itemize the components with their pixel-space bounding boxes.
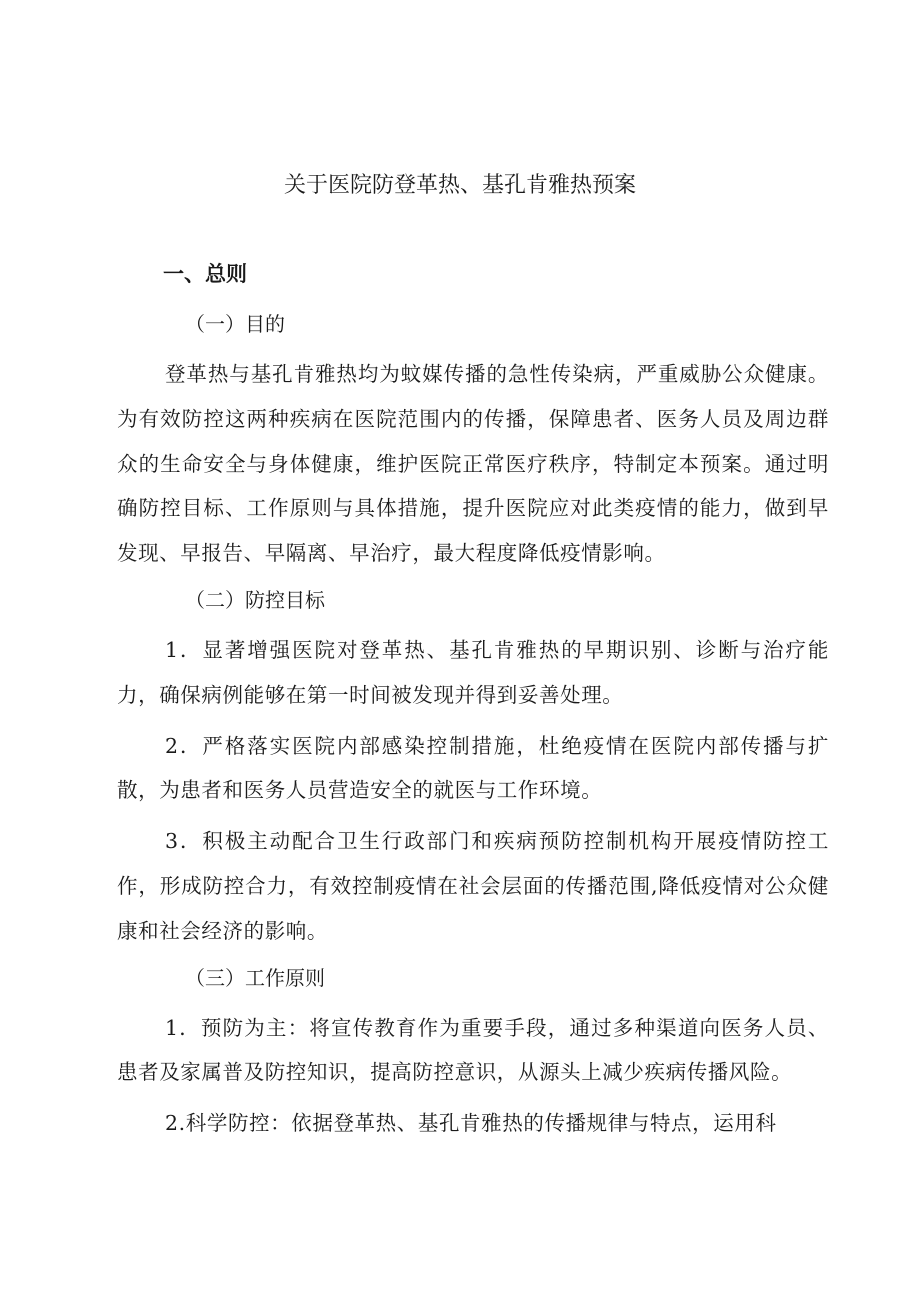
purpose-paragraph: 登革热与基孔肯雅热均为蚊媒传播的急性传染病，严重威胁公众健康。为有效防控这两种疾病在医院范围内的传播，保障患者、医务人员及周边群众的生命安全与身体健康，维护医院正常医疗秩序，特制定本预案。通过明确防控目标、工作原则与具体措施，提升医院应对此类疫情的能力，做到早发现、早报告、早隔离、早治疗，最大程度降低疫情影响。 [117, 362, 829, 566]
document-body [117, 254, 829, 1152]
goal-item-3: 3．积极主动配合卫生行政部门和疾病预防控制机构开展疫情防控工作，形成防控合力，有效控制疫情在社会层面的传播范围,降低疫情对公众健康和社会经济的影响。 [117, 829, 829, 943]
document-title: 关于医院防登革热、基孔肯雅热预案 [283, 173, 636, 198]
goal-item-1: 1．显著增强医院对登革热、基孔肯雅热的早期识别、诊断与治疗能力，确保病例能够在第一时间被发现并得到妥善处理。 [117, 637, 829, 707]
principle-item-2: 2.科学防控：依据登革热、基孔肯雅热的传播规律与特点，运用科 [165, 1111, 777, 1136]
subsection-heading-purpose: （一）目的 [185, 312, 285, 336]
subsection-heading-principles: （三）工作原则 [185, 965, 325, 990]
goal-item-2: 2．严格落实医院内部感染控制措施，杜绝疫情在医院内部传播与扩散，为患者和医务人员营造安全的就医与工作环境。 [117, 733, 829, 803]
principle-item-1: 1．预防为主：将宣传教育作为重要手段，通过多种渠道向医务人员、患者及家属普及防控知识，提高防控意识，从源头上减少疾病传播风险。 [117, 1015, 829, 1085]
section-heading-general: 一、总则 [163, 262, 247, 286]
subsection-heading-goals: （二）防控目标 [185, 587, 325, 612]
